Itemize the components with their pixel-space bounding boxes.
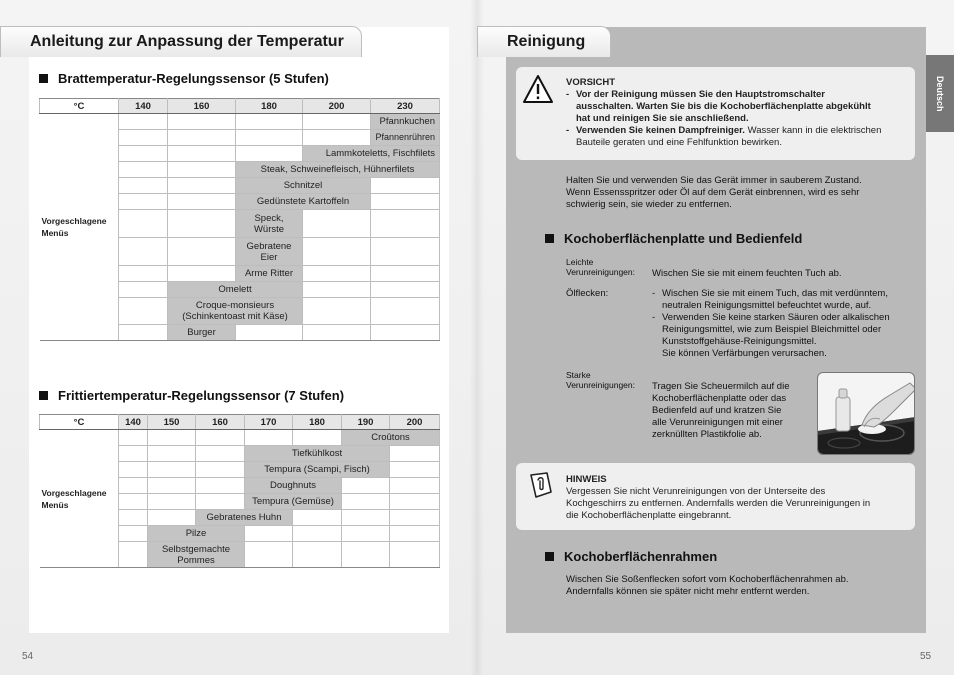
empty-cell (119, 526, 148, 542)
menu-item (236, 210, 303, 238)
menu-label-line1: Vorgeschlagene (41, 216, 107, 226)
empty-cell (342, 510, 390, 526)
empty-cell (119, 494, 148, 510)
empty-cell (245, 430, 293, 446)
empty-cell (196, 430, 245, 446)
empty-cell (119, 238, 168, 266)
menu-label-line2: Menüs (41, 499, 69, 510)
empty-cell (119, 542, 148, 568)
empty-cell (119, 510, 148, 526)
fry-sensor-heading (39, 71, 329, 86)
empty-cell (390, 494, 440, 510)
menu-item-line: (Schinkentoast mit Käse) (182, 311, 288, 322)
suggested-menus-label (40, 430, 119, 568)
empty-cell (236, 114, 303, 130)
oil-stain-label: Ölflecken: (566, 288, 609, 299)
intro-paragraph (566, 175, 862, 211)
caution-text (566, 77, 911, 149)
temp-header: 230 (371, 99, 440, 114)
light-dirt-text: Wischen Sie sie mit einem feuchten Tuch ab. (652, 268, 842, 279)
caution-line: hat und reinigen Sie sie anschließend. (576, 113, 749, 124)
empty-cell (119, 478, 148, 494)
light-dirt-label (566, 257, 635, 277)
empty-cell (119, 298, 168, 325)
hint-line: die Kochoberflächenplatte eingebrannt. (566, 510, 732, 521)
empty-cell (168, 238, 236, 266)
bullet-square-icon (39, 74, 48, 83)
empty-cell (168, 130, 236, 146)
empty-cell (303, 114, 371, 130)
suggested-menus-label (40, 114, 119, 341)
temp-header: 190 (342, 415, 390, 430)
temp-header: 200 (303, 99, 371, 114)
empty-cell (119, 162, 168, 178)
empty-cell (119, 430, 148, 446)
empty-cell (236, 130, 303, 146)
empty-cell (148, 446, 196, 462)
menu-item (148, 542, 245, 568)
table-row (40, 114, 440, 130)
empty-cell (303, 238, 371, 266)
empty-cell (168, 146, 236, 162)
caution-line: Vor der Reinigung müssen Sie den Hauptstromschalter (576, 89, 825, 100)
left-page-number: 54 (22, 651, 34, 662)
hint-line: Kochgeschirrs zu entfernen. Andernfalls werden die Verunreinigungen in (566, 498, 871, 509)
empty-cell (196, 446, 245, 462)
empty-cell (390, 478, 440, 494)
empty-cell (371, 210, 440, 238)
fry-temperature-table (39, 98, 440, 341)
bullet-square-icon (545, 234, 554, 243)
list-item: - Verwenden Sie keine starken Säuren oder alkalischen Reinigungsmittel, wie zum Beispiel Bleichmittel oder Kunststoffgehäuse-Reinigungsmittel. Sie können Verfärbungen verursachen. (652, 312, 890, 359)
oil-line: neutralen Reinigungsmittel befeuchtet wurde, auf. (662, 300, 872, 311)
table-header-row (40, 99, 440, 114)
empty-cell (119, 266, 168, 282)
frame-heading-text: Kochoberflächenrahmen (564, 549, 718, 564)
menu-item-line: Eier (260, 251, 278, 263)
menu-label-line1: Vorgeschlagene (41, 487, 107, 498)
bullet-square-icon (545, 552, 554, 561)
oil-line: Reinigungsmittel, wie zum Beispiel Bleichmittel oder (662, 324, 882, 335)
empty-cell (119, 325, 168, 341)
empty-cell (119, 210, 168, 238)
empty-cell (390, 446, 440, 462)
empty-cell (148, 510, 196, 526)
label-line: Starke (566, 370, 591, 380)
heavy-dirt-text (652, 381, 789, 441)
empty-cell (119, 178, 168, 194)
empty-cell (293, 510, 342, 526)
empty-cell (342, 526, 390, 542)
empty-cell (342, 542, 390, 568)
empty-cell (119, 282, 168, 298)
empty-cell (371, 238, 440, 266)
right-page-number: 55 (920, 651, 932, 662)
oil-line: Verwenden Sie keine starken Säuren oder alkalischen (662, 312, 890, 323)
frame-line: Wischen Sie Soßenflecken sofort vom Kochoberflächenrahmen ab. (566, 574, 849, 585)
right-page-title: Reinigung (507, 33, 586, 50)
empty-cell (303, 210, 371, 238)
language-side-tab: Deutsch (926, 55, 954, 132)
menu-item: Pilze (148, 526, 245, 542)
menu-item: Tiefkühlkost (245, 446, 390, 462)
menu-item-line: Selbstgemachte (161, 543, 231, 555)
hint-text (566, 474, 911, 522)
temp-header: 160 (196, 415, 245, 430)
empty-cell (303, 282, 371, 298)
empty-cell (293, 542, 342, 568)
menu-item: Pfannenrühren (371, 130, 440, 146)
empty-cell (196, 478, 245, 494)
menu-item-line: Würste (253, 223, 285, 235)
menu-item: Gedünstete Kartoffeln (236, 194, 371, 210)
empty-cell (168, 210, 236, 238)
menu-item: Schnitzel (236, 178, 371, 194)
empty-cell (148, 478, 196, 494)
temp-header: 160 (168, 99, 236, 114)
spine-shadow (470, 0, 484, 675)
table-row (40, 430, 440, 446)
degree-header: °C (40, 415, 119, 430)
empty-cell (303, 325, 371, 341)
oil-line: Sie können Verfärbungen verursachen. (662, 348, 827, 359)
deep-fry-sensor-heading (39, 388, 344, 403)
panel-heading-text: Kochoberflächenplatte und Bedienfeld (564, 231, 803, 246)
warning-triangle-icon (522, 74, 554, 104)
caution-line: Wasser kann in die elektrischen (744, 125, 882, 136)
menu-item (236, 238, 303, 266)
temp-header: 170 (245, 415, 293, 430)
right-title-tab (477, 26, 611, 57)
panel-heading (545, 231, 802, 246)
menu-label-line2: Menüs (41, 228, 69, 238)
heavy-line: Bedienfeld auf und kratzen Sie (652, 405, 782, 416)
empty-cell (119, 194, 168, 210)
empty-cell (390, 526, 440, 542)
bullet-square-icon (39, 391, 48, 400)
menu-item-line: Pommes (177, 554, 215, 566)
empty-cell (119, 130, 168, 146)
hint-label: HINWEIS (566, 474, 607, 485)
menu-item: Pfannkuchen (371, 114, 440, 130)
empty-cell (342, 494, 390, 510)
empty-cell (148, 462, 196, 478)
empty-cell (390, 510, 440, 526)
left-title-tab (0, 26, 362, 57)
empty-cell (371, 266, 440, 282)
menu-item: Burger (168, 325, 236, 341)
menu-item: Omelett (168, 282, 303, 298)
caution-label: VORSICHT (566, 77, 616, 88)
temp-header: 140 (119, 415, 148, 430)
empty-cell (168, 194, 236, 210)
menu-item-line: Croque-monsieurs (195, 300, 275, 311)
empty-cell (303, 266, 371, 282)
temp-header: 200 (390, 415, 440, 430)
oil-line: Wischen Sie sie mit einem Tuch, das mit verdünntem, (662, 288, 888, 299)
hint-line: Vergessen Sie nicht Verunreinigungen von der Unterseite des (566, 486, 826, 497)
temp-header: 150 (148, 415, 196, 430)
empty-cell (168, 178, 236, 194)
intro-line: Wenn Essensspritzer oder Öl auf dem Gerät einbrennen, wird es sehr (566, 187, 860, 198)
empty-cell (371, 178, 440, 194)
menu-item: Tempura (Gemüse) (245, 494, 342, 510)
intro-line: Halten Sie und verwenden Sie das Gerät immer in sauberem Zustand. (566, 175, 862, 186)
menu-item: Croûtons (342, 430, 440, 446)
empty-cell (119, 146, 168, 162)
menu-item: Arme Ritter (236, 266, 303, 282)
frame-paragraph (566, 574, 849, 598)
oil-line: Kunststoffgehäuse-Reinigungsmittel. (662, 336, 817, 347)
label-line: Verunreinigungen: (566, 267, 636, 277)
label-line: Verunreinigungen: (566, 380, 636, 390)
menu-item: Steak, Schweinefleisch, Hühnerfilets (236, 162, 440, 178)
empty-cell (390, 462, 440, 478)
menu-item: Gebratenes Huhn (196, 510, 293, 526)
empty-cell (293, 430, 342, 446)
empty-cell (342, 478, 390, 494)
menu-item-line: Gebratene (246, 240, 292, 252)
empty-cell (148, 430, 196, 446)
note-paper-icon (528, 470, 554, 500)
cleaning-illustration (817, 372, 915, 455)
empty-cell (371, 298, 440, 325)
caution-bold: Verwenden Sie keinen Dampfreiniger. (576, 125, 745, 136)
empty-cell (196, 494, 245, 510)
temp-header: 180 (236, 99, 303, 114)
caution-line: ausschalten. Warten Sie bis die Kochoberflächenplatte abgekühlt (576, 101, 871, 112)
temp-header: 180 (293, 415, 342, 430)
empty-cell (293, 526, 342, 542)
menu-item (168, 298, 303, 325)
hand-cleaning-cooktop-image (818, 373, 915, 455)
caution-item: - Verwenden Sie keinen Dampfreiniger. Wasser kann in die elektrischen Bauteile geraten und eine Fehlfunktion bewirken. (566, 125, 882, 148)
left-page-title: Anleitung zur Anpassung der Temperatur (30, 33, 344, 50)
empty-cell (371, 282, 440, 298)
heavy-line: Kochoberflächenplatte oder das (652, 393, 787, 404)
heavy-line: alle Verunreinigungen mit einer (652, 417, 783, 428)
fry-sensor-heading-text: Brattemperatur-Regelungssensor (5 Stufen) (58, 71, 329, 86)
caution-line: Bauteile geraten und eine Fehlfunktion bewirken. (576, 137, 782, 148)
empty-cell (390, 542, 440, 568)
menu-item: Doughnuts (245, 478, 342, 494)
empty-cell (303, 130, 371, 146)
empty-cell (168, 266, 236, 282)
empty-cell (168, 162, 236, 178)
empty-cell (371, 194, 440, 210)
empty-cell (371, 325, 440, 341)
empty-cell (148, 494, 196, 510)
empty-cell (245, 526, 293, 542)
empty-cell (168, 114, 236, 130)
empty-cell (236, 146, 303, 162)
frame-heading (545, 549, 717, 564)
menu-item: Tempura (Scampi, Fisch) (245, 462, 390, 478)
empty-cell (119, 462, 148, 478)
frame-line: Andernfalls können sie später nicht mehr entfernt werden. (566, 586, 810, 597)
empty-cell (303, 298, 371, 325)
heavy-dirt-label (566, 370, 635, 390)
empty-cell (245, 542, 293, 568)
deep-fry-temperature-table (39, 414, 440, 568)
empty-cell (236, 325, 303, 341)
oil-stain-instructions (652, 288, 922, 360)
degree-header: °C (40, 99, 119, 114)
intro-line: schwierig sein, sie wieder zu entfernen. (566, 199, 732, 210)
heavy-line: Tragen Sie Scheuermilch auf die (652, 381, 790, 392)
menu-item: Lammkoteletts, Fischfilets (303, 146, 440, 162)
list-item: - Wischen Sie sie mit einem Tuch, das mit verdünntem, neutralen Reinigungsmittel befeuchtet wurde, auf. (652, 288, 888, 311)
empty-cell (119, 114, 168, 130)
deep-fry-sensor-heading-text: Frittiertemperatur-Regelungssensor (7 Stufen) (58, 388, 345, 403)
temp-header: 140 (119, 99, 168, 114)
empty-cell (196, 462, 245, 478)
empty-cell (119, 446, 148, 462)
menu-item-line: Speck, (254, 212, 284, 224)
table-header-row (40, 415, 440, 430)
heavy-line: zerknüllten Plastikfolie ab. (652, 429, 762, 440)
label-line: Leichte (566, 257, 594, 267)
caution-item: - Vor der Reinigung müssen Sie den Hauptstromschalter ausschalten. Warten Sie bis die Kochoberflächenplatte abgekühlt hat und reinigen Sie sie anschließend. (566, 89, 871, 124)
